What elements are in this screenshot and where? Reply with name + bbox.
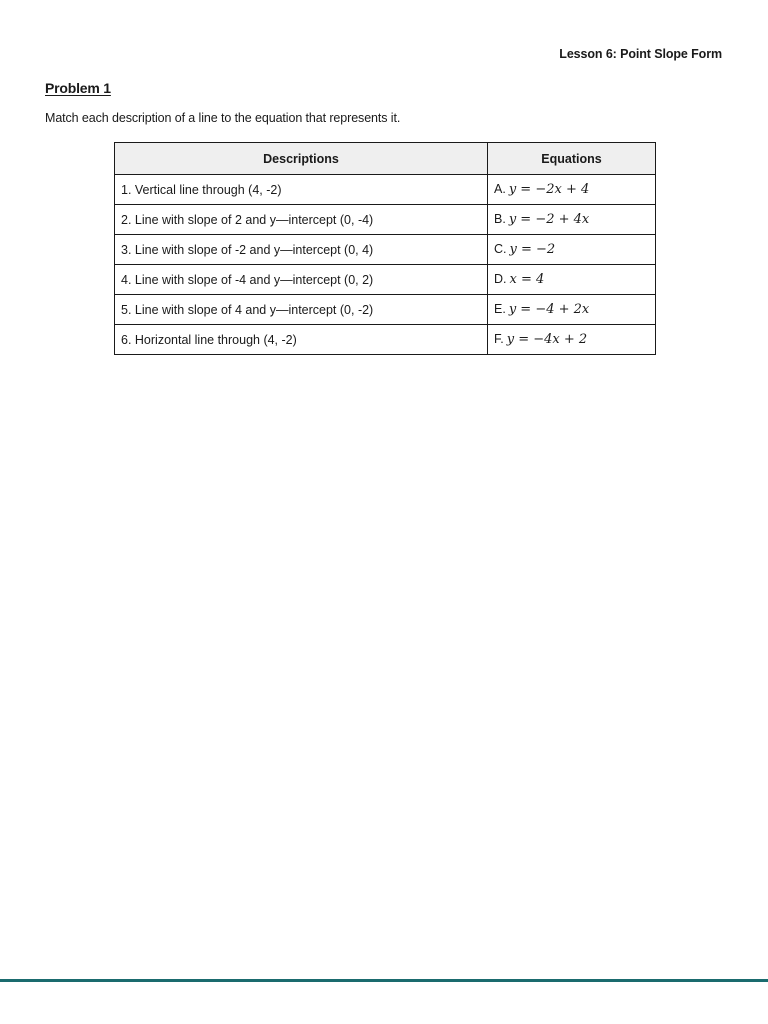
equation-math: y = −4 + 2x — [508, 302, 590, 317]
table-row — [115, 205, 656, 235]
table-row — [115, 175, 656, 205]
equation-cell — [488, 175, 656, 205]
table-row — [115, 265, 656, 295]
matching-table — [114, 142, 656, 355]
equation-letter: C. — [494, 242, 507, 256]
equation-math: y = −2x + 4 — [508, 182, 590, 197]
problem-title: Problem 1 — [45, 80, 111, 96]
footer-divider — [0, 979, 768, 982]
equation-cell — [488, 265, 656, 295]
description-cell: 5. Line with slope of 4 and y—intercept (0, -2) — [115, 295, 488, 325]
description-cell: 2. Line with slope of 2 and y—intercept (0, -4) — [115, 205, 488, 235]
description-cell: 4. Line with slope of -4 and y—intercept (0, 2) — [115, 265, 488, 295]
table-row — [115, 235, 656, 265]
description-cell: 6. Horizontal line through (4, -2) — [115, 325, 488, 355]
equation-math: x = 4 — [509, 272, 545, 287]
equation-letter: A. — [494, 182, 506, 196]
equation-cell — [488, 295, 656, 325]
equation-letter: E. — [494, 302, 506, 316]
equation-math: y = −4x + 2 — [506, 332, 588, 347]
problem-instructions: Match each description of a line to the equation that represents it. — [45, 111, 401, 125]
equation-math: y = −2 — [509, 242, 556, 257]
equation-letter: D. — [494, 272, 507, 286]
descriptions-header: Descriptions — [115, 143, 488, 175]
equation-cell — [488, 205, 656, 235]
table-row — [115, 325, 656, 355]
description-cell: 3. Line with slope of -2 and y—intercept (0, 4) — [115, 235, 488, 265]
equation-math: y = −2 + 4x — [508, 212, 590, 227]
equations-header: Equations — [488, 143, 656, 175]
description-cell: 1. Vertical line through (4, -2) — [115, 175, 488, 205]
table-header-row — [115, 143, 656, 175]
equation-letter: F. — [494, 332, 504, 346]
equation-cell — [488, 235, 656, 265]
equation-letter: B. — [494, 212, 506, 226]
lesson-header: Lesson 6: Point Slope Form — [559, 47, 722, 61]
equation-cell — [488, 325, 656, 355]
table-row — [115, 295, 656, 325]
